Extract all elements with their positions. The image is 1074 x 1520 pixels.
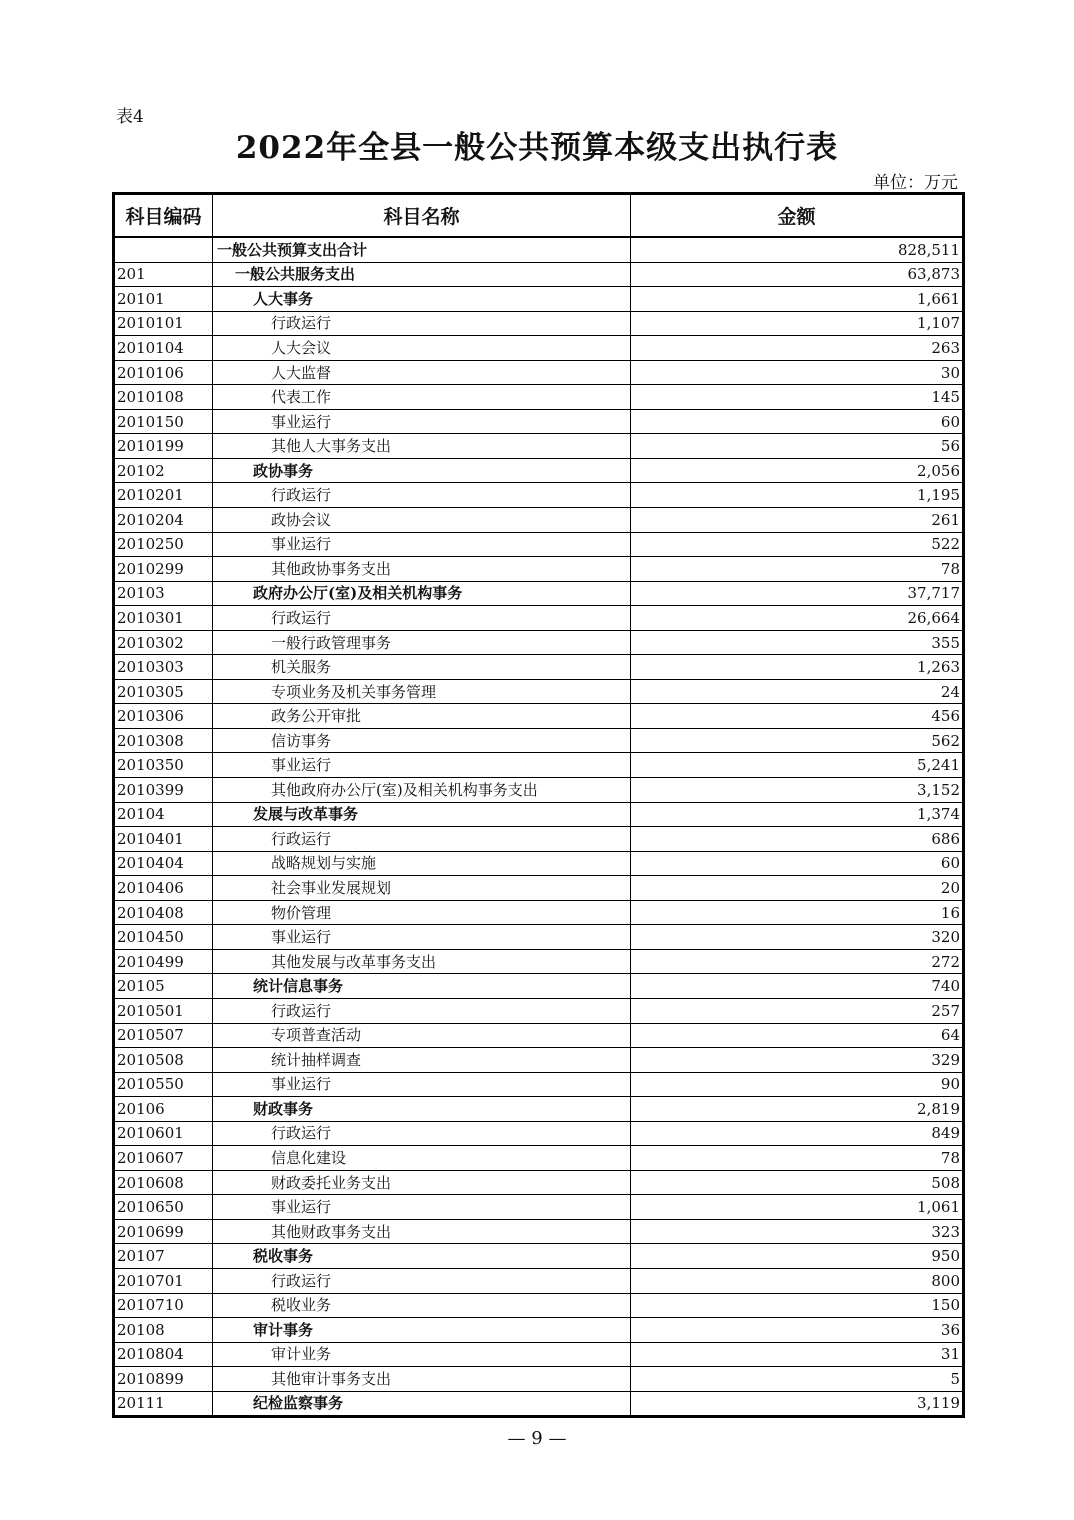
- row-code: 2010710: [114, 1293, 213, 1318]
- row-amount: 37,717: [631, 581, 964, 606]
- row-amount: 20: [631, 876, 964, 901]
- table-row: [114, 311, 964, 336]
- row-amount: 257: [631, 998, 964, 1023]
- row-name: 行政运行: [213, 311, 631, 336]
- row-code: 2010408: [114, 900, 213, 925]
- row-name: 行政运行: [213, 483, 631, 508]
- row-amount: 5: [631, 1367, 964, 1392]
- row-code: 2010608: [114, 1170, 213, 1195]
- table-header-row: [114, 194, 964, 238]
- table-row: [114, 237, 964, 262]
- row-name: 财政事务: [213, 1097, 631, 1122]
- row-amount: 508: [631, 1170, 964, 1195]
- row-name: 税收业务: [213, 1293, 631, 1318]
- row-name: 税收事务: [213, 1244, 631, 1269]
- row-code: 2010250: [114, 532, 213, 557]
- row-code: 2010108: [114, 385, 213, 410]
- row-amount: 36: [631, 1318, 964, 1343]
- table-row: [114, 508, 964, 533]
- row-code: 2010301: [114, 606, 213, 631]
- row-amount: 60: [631, 851, 964, 876]
- table-row: [114, 483, 964, 508]
- table-row: [114, 802, 964, 827]
- row-amount: 2,819: [631, 1097, 964, 1122]
- row-amount: 263: [631, 336, 964, 361]
- row-amount: 78: [631, 557, 964, 582]
- row-name: 统计信息事务: [213, 974, 631, 999]
- row-code: 2010201: [114, 483, 213, 508]
- row-amount: 323: [631, 1219, 964, 1244]
- row-name: 其他政协事务支出: [213, 557, 631, 582]
- table-row: [114, 1072, 964, 1097]
- table-body: [114, 237, 964, 1417]
- table-row: [114, 557, 964, 582]
- table-row: [114, 360, 964, 385]
- row-name: 事业运行: [213, 1195, 631, 1220]
- row-code: 2010104: [114, 336, 213, 361]
- row-code: 2010607: [114, 1146, 213, 1171]
- table-row: [114, 876, 964, 901]
- row-name: 人大事务: [213, 287, 631, 312]
- row-name: 专项普查活动: [213, 1023, 631, 1048]
- column-header-name: 科目名称: [213, 194, 631, 238]
- row-code: 2010508: [114, 1048, 213, 1073]
- table-row: [114, 581, 964, 606]
- row-amount: 1,061: [631, 1195, 964, 1220]
- row-name: 行政运行: [213, 998, 631, 1023]
- row-amount: 63,873: [631, 262, 964, 287]
- row-amount: 261: [631, 508, 964, 533]
- row-code: 2010450: [114, 925, 213, 950]
- row-amount: 849: [631, 1121, 964, 1146]
- row-code: 2010404: [114, 851, 213, 876]
- row-amount: 522: [631, 532, 964, 557]
- row-amount: 145: [631, 385, 964, 410]
- row-code: 2010204: [114, 508, 213, 533]
- row-amount: 1,263: [631, 655, 964, 680]
- table-row: [114, 851, 964, 876]
- row-amount: 24: [631, 679, 964, 704]
- table-row: [114, 974, 964, 999]
- table-row: [114, 1342, 964, 1367]
- table-row: [114, 1293, 964, 1318]
- row-name: 审计业务: [213, 1342, 631, 1367]
- row-amount: 31: [631, 1342, 964, 1367]
- row-code: 201: [114, 262, 213, 287]
- row-amount: 1,661: [631, 287, 964, 312]
- row-name: 事业运行: [213, 409, 631, 434]
- row-name: 专项业务及机关事务管理: [213, 679, 631, 704]
- row-name: 社会事业发展规划: [213, 876, 631, 901]
- table-row: [114, 606, 964, 631]
- row-name: 政协事务: [213, 458, 631, 483]
- row-code: 2010507: [114, 1023, 213, 1048]
- table-row: [114, 1121, 964, 1146]
- row-amount: 64: [631, 1023, 964, 1048]
- table-row: [114, 458, 964, 483]
- row-name: 事业运行: [213, 753, 631, 778]
- row-amount: 950: [631, 1244, 964, 1269]
- row-name: 代表工作: [213, 385, 631, 410]
- row-code: 2010199: [114, 434, 213, 459]
- row-name: 行政运行: [213, 1268, 631, 1293]
- table-row: [114, 1318, 964, 1343]
- row-amount: 78: [631, 1146, 964, 1171]
- row-amount: 90: [631, 1072, 964, 1097]
- table-row: [114, 336, 964, 361]
- row-name: 事业运行: [213, 925, 631, 950]
- row-name: 战略规划与实施: [213, 851, 631, 876]
- row-code: 2010701: [114, 1268, 213, 1293]
- row-code: 2010106: [114, 360, 213, 385]
- column-header-code: 科目编码: [114, 194, 213, 238]
- row-name: 政府办公厅(室)及相关机构事务: [213, 581, 631, 606]
- row-code: 2010305: [114, 679, 213, 704]
- row-name: 行政运行: [213, 1121, 631, 1146]
- row-name: 行政运行: [213, 606, 631, 631]
- row-code: 20111: [114, 1391, 213, 1417]
- row-code: 20106: [114, 1097, 213, 1122]
- row-name: 一般公共预算支出合计: [213, 237, 631, 262]
- row-code: 2010302: [114, 630, 213, 655]
- row-amount: 1,107: [631, 311, 964, 336]
- table-row: [114, 1219, 964, 1244]
- row-code: 20101: [114, 287, 213, 312]
- page-title: 2022年全县一般公共预算本级支出执行表: [235, 130, 839, 166]
- row-amount: 150: [631, 1293, 964, 1318]
- row-code: 2010601: [114, 1121, 213, 1146]
- row-name: 政务公开审批: [213, 704, 631, 729]
- row-code: 2010699: [114, 1219, 213, 1244]
- row-amount: 1,374: [631, 802, 964, 827]
- row-code: 2010350: [114, 753, 213, 778]
- row-name: 一般行政管理事务: [213, 630, 631, 655]
- row-amount: 60: [631, 409, 964, 434]
- table-row: [114, 1170, 964, 1195]
- row-amount: 562: [631, 728, 964, 753]
- row-name: 人大监督: [213, 360, 631, 385]
- table-row: [114, 827, 964, 852]
- row-name: 其他发展与改革事务支出: [213, 949, 631, 974]
- row-code: 20104: [114, 802, 213, 827]
- row-name: 信访事务: [213, 728, 631, 753]
- row-amount: 56: [631, 434, 964, 459]
- row-name: 统计抽样调查: [213, 1048, 631, 1073]
- table-label: 表4: [116, 107, 144, 127]
- table-row: [114, 1367, 964, 1392]
- row-name: 机关服务: [213, 655, 631, 680]
- row-name: 财政委托业务支出: [213, 1170, 631, 1195]
- row-code: 2010303: [114, 655, 213, 680]
- table-row: [114, 1195, 964, 1220]
- row-code: 20105: [114, 974, 213, 999]
- row-name: 信息化建设: [213, 1146, 631, 1171]
- unit-label: 单位：万元: [873, 173, 958, 193]
- row-amount: 3,119: [631, 1391, 964, 1417]
- row-amount: 16: [631, 900, 964, 925]
- row-amount: 355: [631, 630, 964, 655]
- row-code: 20108: [114, 1318, 213, 1343]
- row-code: 20103: [114, 581, 213, 606]
- table-row: [114, 409, 964, 434]
- table-row: [114, 434, 964, 459]
- table-row: [114, 262, 964, 287]
- row-amount: 800: [631, 1268, 964, 1293]
- table-row: [114, 1146, 964, 1171]
- column-header-amount: 金额: [631, 194, 964, 238]
- table-row: [114, 900, 964, 925]
- row-amount: 740: [631, 974, 964, 999]
- table-row: [114, 778, 964, 803]
- row-code: [114, 237, 213, 262]
- row-code: 2010150: [114, 409, 213, 434]
- table-row: [114, 925, 964, 950]
- row-code: 20107: [114, 1244, 213, 1269]
- row-code: 2010308: [114, 728, 213, 753]
- row-name: 物价管理: [213, 900, 631, 925]
- row-name: 事业运行: [213, 532, 631, 557]
- row-code: 2010899: [114, 1367, 213, 1392]
- row-name: 审计事务: [213, 1318, 631, 1343]
- row-amount: 456: [631, 704, 964, 729]
- table-row: [114, 704, 964, 729]
- row-amount: 3,152: [631, 778, 964, 803]
- table-row: [114, 630, 964, 655]
- table-row: [114, 1268, 964, 1293]
- row-name: 事业运行: [213, 1072, 631, 1097]
- table-row: [114, 949, 964, 974]
- table-row: [114, 532, 964, 557]
- row-code: 2010804: [114, 1342, 213, 1367]
- row-name: 行政运行: [213, 827, 631, 852]
- table-row: [114, 998, 964, 1023]
- row-code: 2010306: [114, 704, 213, 729]
- budget-table: [112, 192, 965, 1418]
- table-row: [114, 385, 964, 410]
- row-amount: 272: [631, 949, 964, 974]
- table-row: [114, 753, 964, 778]
- table-row: [114, 287, 964, 312]
- row-name: 政协会议: [213, 508, 631, 533]
- row-code: 2010299: [114, 557, 213, 582]
- row-amount: 828,511: [631, 237, 964, 262]
- table-row: [114, 728, 964, 753]
- row-name: 其他政府办公厅(室)及相关机构事务支出: [213, 778, 631, 803]
- row-name: 其他审计事务支出: [213, 1367, 631, 1392]
- row-name: 纪检监察事务: [213, 1391, 631, 1417]
- row-code: 2010101: [114, 311, 213, 336]
- table-row: [114, 1048, 964, 1073]
- row-name: 发展与改革事务: [213, 802, 631, 827]
- row-name: 人大会议: [213, 336, 631, 361]
- row-code: 2010501: [114, 998, 213, 1023]
- row-code: 2010399: [114, 778, 213, 803]
- table-row: [114, 1097, 964, 1122]
- row-amount: 30: [631, 360, 964, 385]
- row-code: 2010499: [114, 949, 213, 974]
- row-name: 一般公共服务支出: [213, 262, 631, 287]
- row-code: 20102: [114, 458, 213, 483]
- table-row: [114, 1244, 964, 1269]
- row-amount: 5,241: [631, 753, 964, 778]
- row-code: 2010406: [114, 876, 213, 901]
- table-row: [114, 1391, 964, 1417]
- row-code: 2010550: [114, 1072, 213, 1097]
- row-code: 2010650: [114, 1195, 213, 1220]
- row-code: 2010401: [114, 827, 213, 852]
- row-amount: 2,056: [631, 458, 964, 483]
- page-number: — 9 —: [507, 1428, 567, 1449]
- row-amount: 26,664: [631, 606, 964, 631]
- table-row: [114, 1023, 964, 1048]
- row-amount: 1,195: [631, 483, 964, 508]
- table-row: [114, 679, 964, 704]
- row-name: 其他财政事务支出: [213, 1219, 631, 1244]
- table-row: [114, 655, 964, 680]
- row-amount: 686: [631, 827, 964, 852]
- row-amount: 329: [631, 1048, 964, 1073]
- row-name: 其他人大事务支出: [213, 434, 631, 459]
- row-amount: 320: [631, 925, 964, 950]
